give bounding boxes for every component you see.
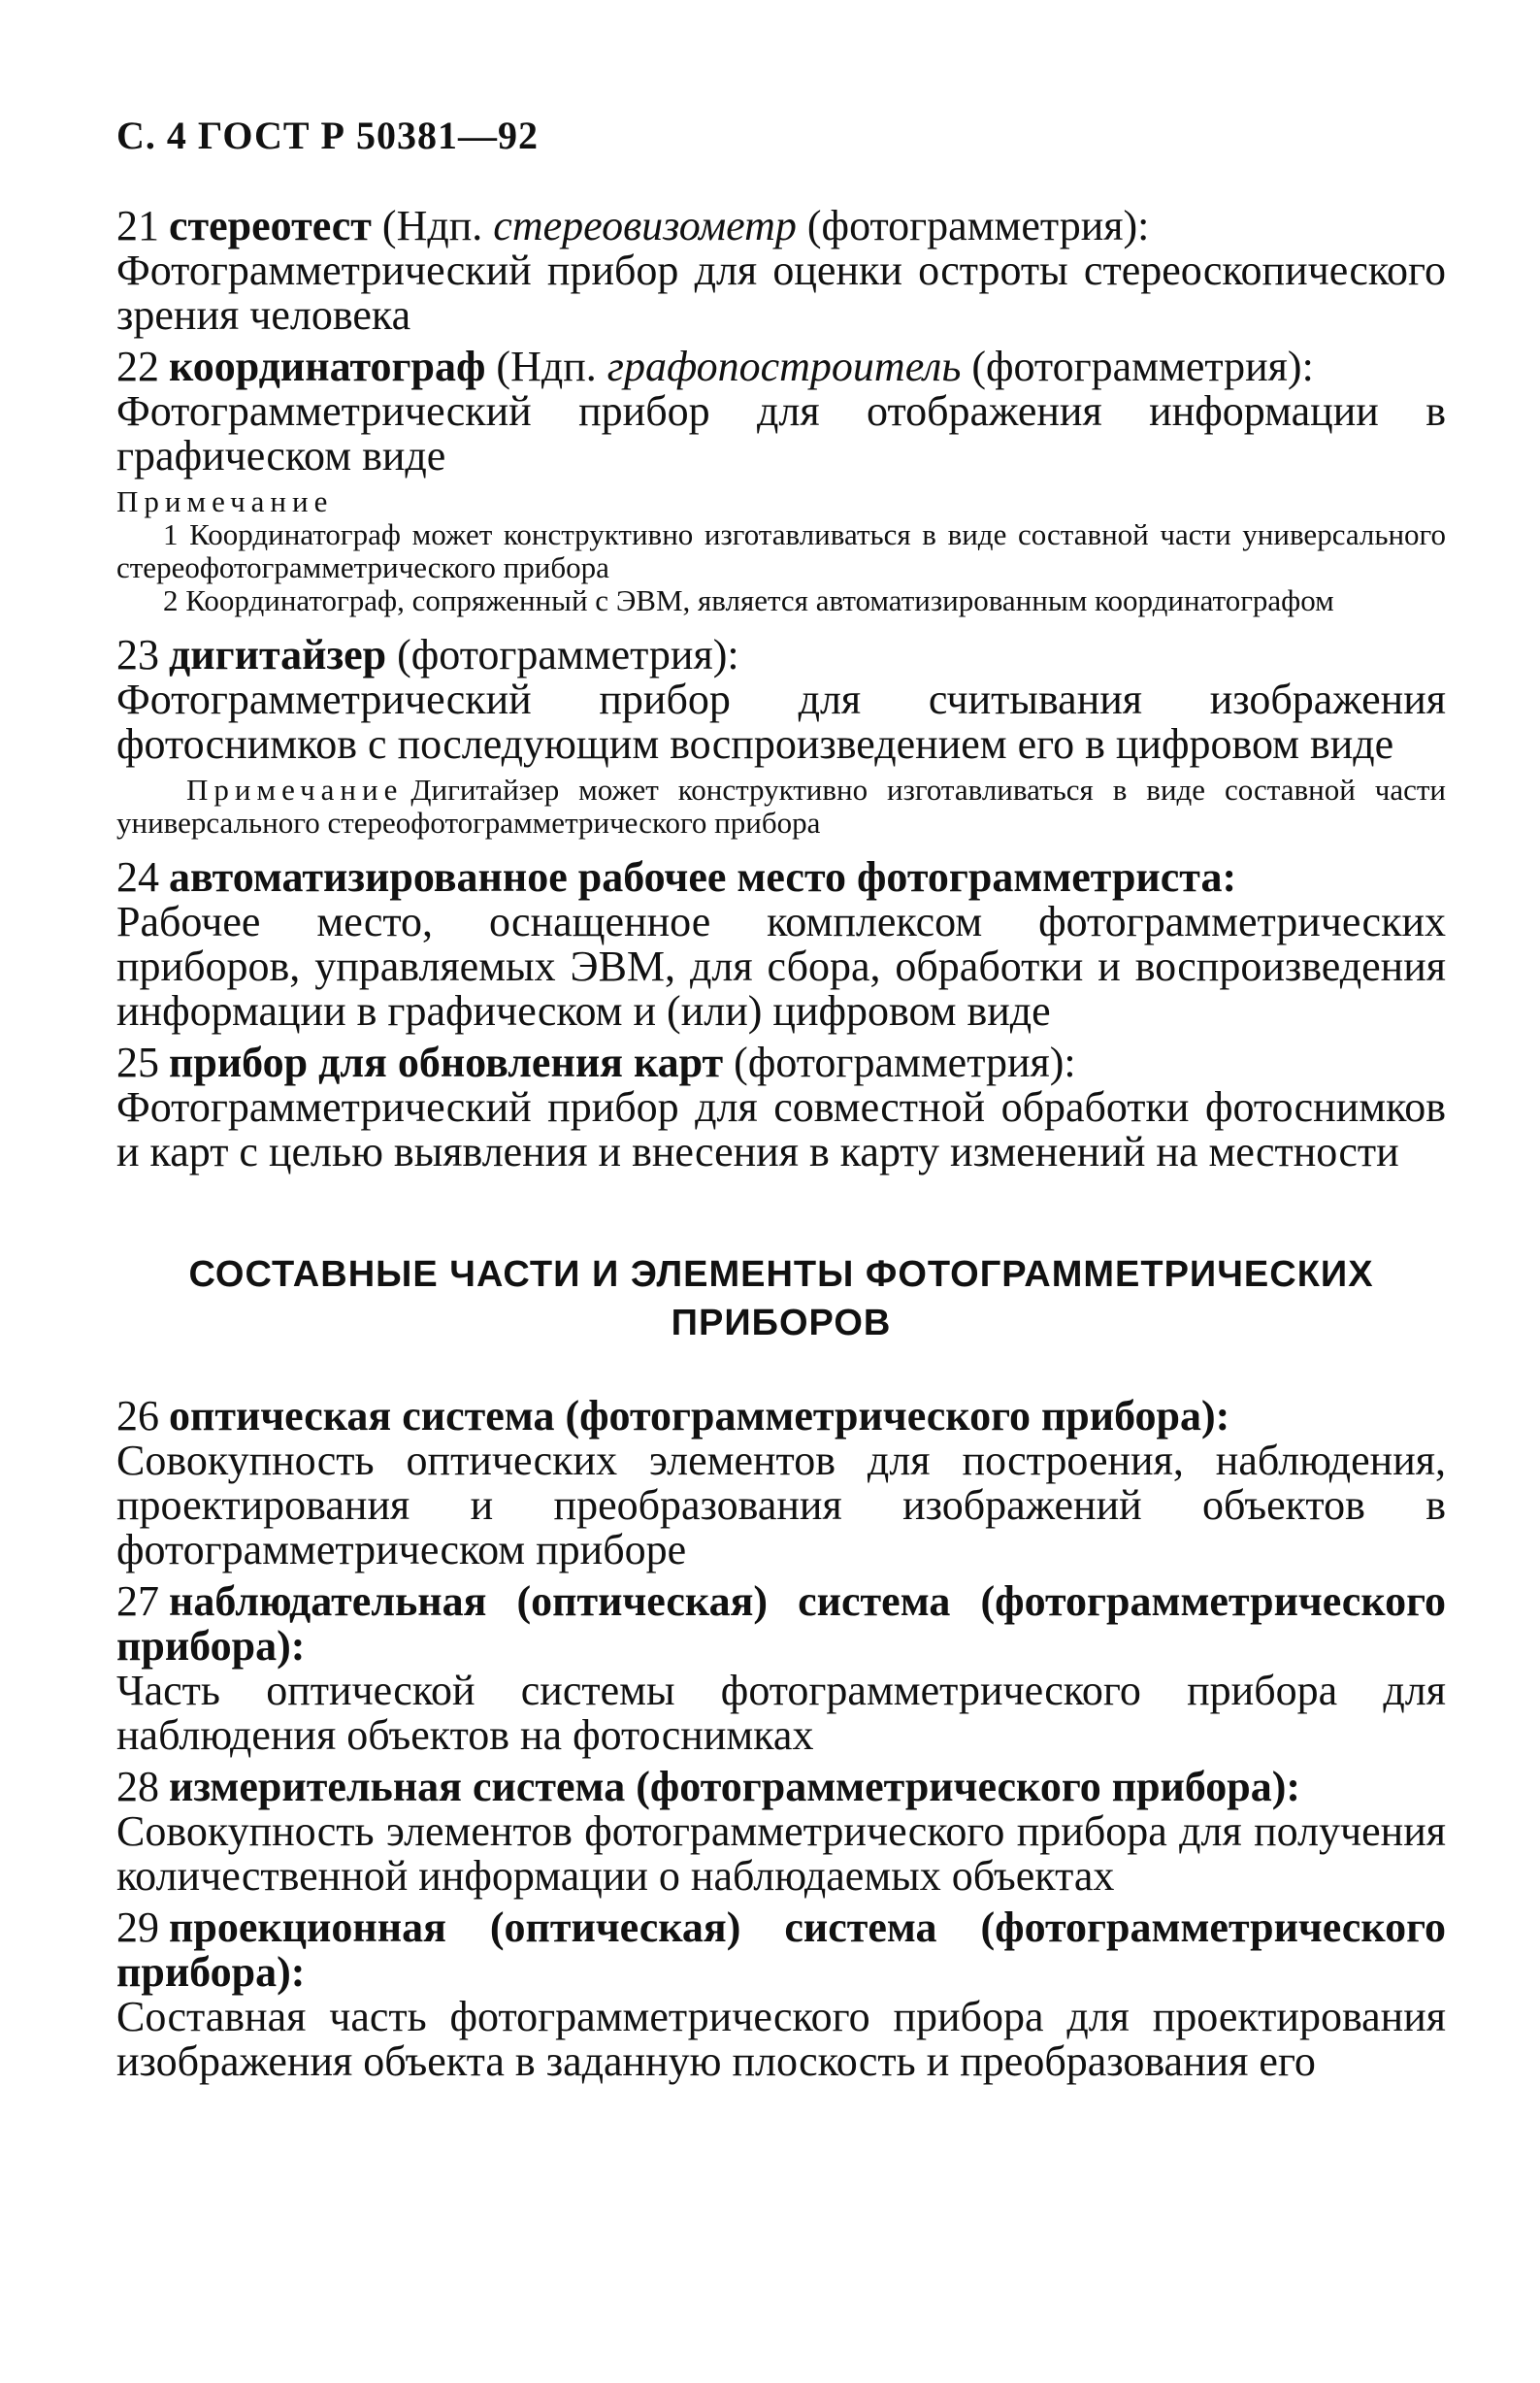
- entry-term: автоматизированное рабочее место фотограмметриста:: [169, 853, 1237, 901]
- entry-term: координатограф: [169, 343, 486, 390]
- entry-29: [116, 1905, 1446, 2084]
- entry-term: прибор для обновления карт: [169, 1039, 724, 1086]
- entry-23: [116, 633, 1446, 767]
- page-content: [116, 204, 1446, 2091]
- entry-definition: Совокупность оптических элементов для построения, наблюдения, проектирования и преобразования изображений объектов в фотограмметрическом приборе: [116, 1437, 1446, 1573]
- entry-suffix: (фотограмметрия):: [723, 1039, 1076, 1086]
- note-item: 1 Координатограф может конструктивно изготавливаться в виде составной части универсального стереофотограмметрического прибора: [116, 517, 1446, 584]
- entry-definition: Фотограмметрический прибор для отображения информации в графическом виде: [116, 387, 1446, 480]
- entry-deprecated-term: стереовизометр: [493, 202, 797, 249]
- entry-25: [116, 1041, 1446, 1175]
- entry-26: [116, 1394, 1446, 1572]
- entry-term: дигитайзер: [169, 631, 387, 678]
- entry-number: 29: [116, 1903, 159, 1951]
- entry-term: наблюдательная (оптическая) система (фотограмметрического прибора):: [116, 1577, 1446, 1670]
- entry-term: оптическая система (фотограмметрического прибора):: [169, 1392, 1230, 1440]
- entry-definition: Фотограмметрический прибор для совместной обработки фотоснимков и карт с целью выявления и внесения в карту изменений на местности: [116, 1083, 1446, 1175]
- entry-21: [116, 204, 1446, 338]
- entry-term: стереотест: [169, 202, 372, 249]
- section-title: [116, 1250, 1446, 1347]
- note-label: Примечание: [116, 484, 334, 518]
- entry-24: [116, 855, 1446, 1034]
- entry-suffix: (фотограмметрия):: [961, 343, 1314, 390]
- entry-term: измерительная система (фотограмметрического прибора):: [169, 1763, 1301, 1810]
- note-label: Примечание: [186, 773, 404, 807]
- entry-definition: Составная часть фотограмметрического прибора для проектирования изображения объекта в заданную плоскость и преобразования его: [116, 1993, 1446, 2085]
- page-header: С. 4 ГОСТ Р 50381—92: [116, 114, 539, 157]
- entry-definition: Фотограмметрический прибор для оценки остроты стереоскопического зрения человека: [116, 247, 1446, 339]
- entry-suffix: (фотограмметрия):: [796, 202, 1150, 249]
- entry-number: 23: [116, 631, 159, 678]
- section-title-line: СОСТАВНЫЕ ЧАСТИ И ЭЛЕМЕНТЫ ФОТОГРАММЕТРИЧЕСКИХ: [188, 1254, 1374, 1295]
- entry-number: 21: [116, 202, 159, 249]
- entry-number: 24: [116, 853, 159, 901]
- entry-paren: (Ндп.: [371, 202, 494, 249]
- note-text: Дигитайзер может конструктивно изготавливаться в виде составной части универсального стереофотограмметрического прибора: [116, 773, 1446, 840]
- entry-term: проекционная (оптическая) система (фотограмметрического прибора):: [116, 1903, 1446, 1996]
- entry-definition: Рабочее место, оснащенное комплексом фотограмметрических приборов, управляемых ЭВМ, для сбора, обработки и воспроизведения информации в графическом и (или) цифровом виде: [116, 898, 1446, 1035]
- entry-number: 25: [116, 1039, 159, 1086]
- note-23: [116, 774, 1446, 840]
- entry-28: [116, 1765, 1446, 1899]
- entry-number: 27: [116, 1577, 159, 1625]
- entry-deprecated-term: графопостроитель: [606, 343, 962, 390]
- entry-number: 26: [116, 1392, 159, 1440]
- entry-definition: Фотограмметрический прибор для считывания изображения фотоснимков с последующим воспроизведением его в цифровом виде: [116, 676, 1446, 768]
- entry-number: 28: [116, 1763, 159, 1810]
- section-title-line: ПРИБОРОВ: [671, 1303, 892, 1343]
- entry-suffix: (фотограмметрия):: [386, 631, 739, 678]
- entry-definition: Часть оптической системы фотограмметрического прибора для наблюдения объектов на фотоснимках: [116, 1667, 1446, 1759]
- entry-definition: Совокупность элементов фотограмметрического прибора для получения количественной информации о наблюдаемых объектах: [116, 1807, 1446, 1900]
- entry-number: 22: [116, 343, 159, 390]
- note-item: 2 Координатограф, сопряженный с ЭВМ, является автоматизированным координатографом: [163, 583, 1334, 617]
- entry-paren: (Ндп.: [485, 343, 607, 390]
- note-22: [116, 485, 1446, 617]
- entry-22: [116, 345, 1446, 479]
- entry-27: [116, 1579, 1446, 1758]
